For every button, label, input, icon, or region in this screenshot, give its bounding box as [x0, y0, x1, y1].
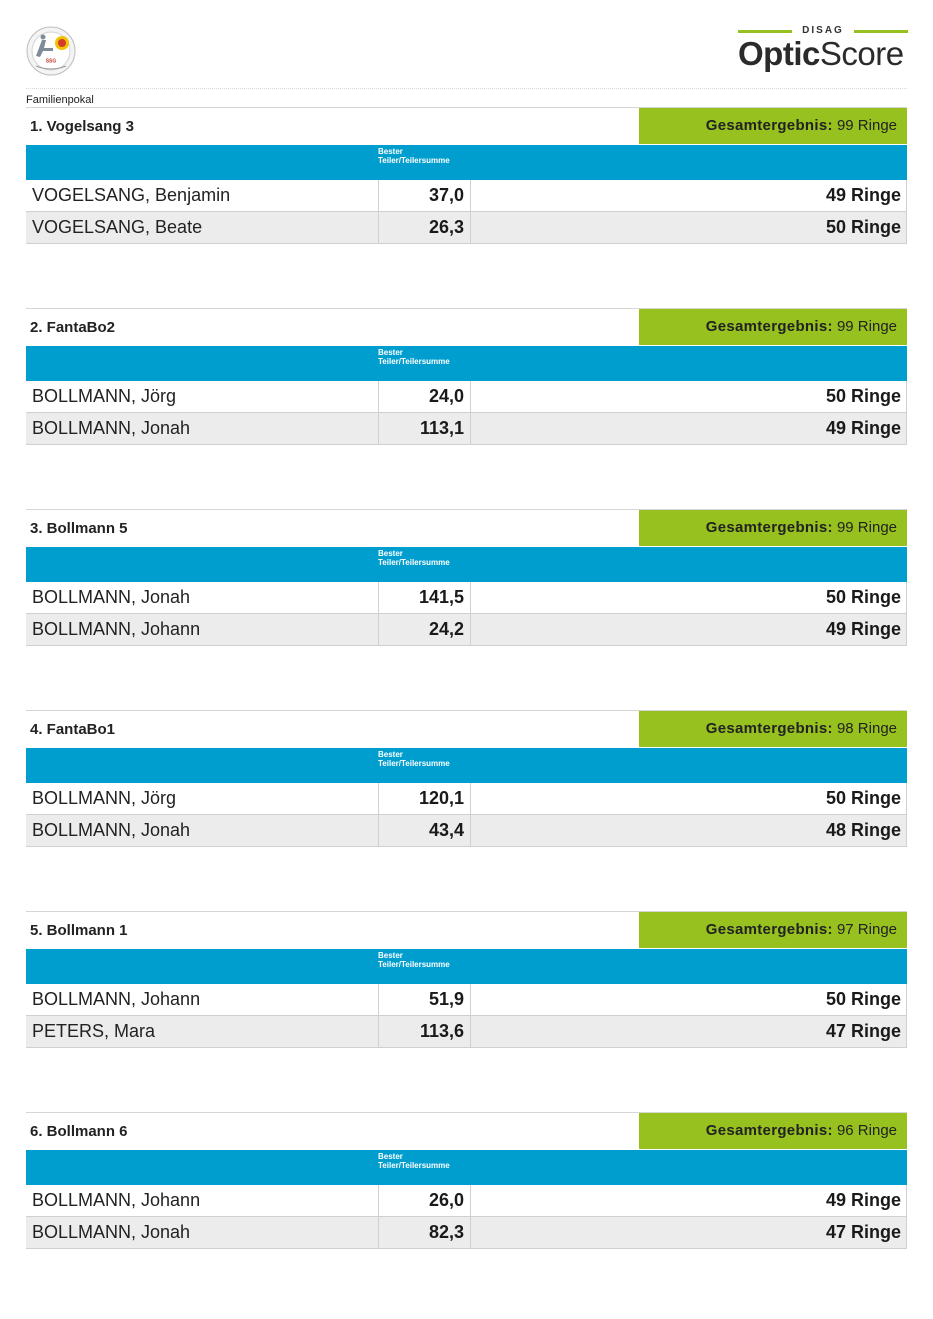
brand-name [738, 34, 904, 74]
shooter-score: 50 Ringe [825, 989, 901, 1009]
shooter-teiler: 113,6 [378, 1016, 471, 1047]
column-header-line2: Teiler/Teilersumme [378, 357, 450, 366]
shooter-name: BOLLMANN, Jörg [32, 788, 177, 808]
shooter-score: 47 Ringe [825, 1222, 901, 1242]
shooter-name: BOLLMANN, Jonah [32, 1222, 191, 1242]
column-header-bar [26, 1150, 907, 1185]
team-block [26, 710, 907, 847]
column-header-line1: Bester [378, 348, 403, 357]
column-header-line2: Teiler/Teilersumme [378, 558, 450, 567]
shooter-row [26, 614, 907, 646]
shooter-teiler: 120,1 [378, 783, 471, 814]
shooter-name: BOLLMANN, Jonah [32, 820, 191, 840]
total-result [639, 108, 907, 144]
column-header-teiler [378, 1152, 450, 1170]
row-border [906, 413, 907, 444]
column-header-line2: Teiler/Teilersumme [378, 1161, 450, 1170]
total-result [639, 309, 907, 345]
team-header [26, 107, 907, 144]
team-title: 1. Vogelsang 3 [30, 118, 134, 135]
team-title: 6. Bollmann 6 [30, 1123, 128, 1140]
shooter-teiler: 141,5 [378, 582, 471, 613]
shooter-score: 49 Ringe [825, 1190, 901, 1210]
shooter-teiler: 37,0 [378, 180, 471, 211]
total-value: 96 Ringe [836, 1122, 897, 1139]
brand-disag: DISAG [802, 25, 844, 36]
competition-title: Familienpokal [26, 94, 94, 106]
column-header-bar [26, 547, 907, 582]
column-header-line1: Bester [378, 1152, 403, 1161]
team-title: 5. Bollmann 1 [30, 922, 128, 939]
team-title: 4. FantaBo1 [30, 721, 116, 738]
total-label: Gesamtergebnis: [705, 1122, 833, 1139]
brand-logo [738, 26, 908, 76]
row-border [906, 1016, 907, 1047]
shooter-name: PETERS, Mara [32, 1021, 156, 1041]
column-header-bar [26, 346, 907, 381]
shooter-row [26, 1016, 907, 1048]
column-header-line1: Bester [378, 951, 403, 960]
shooter-teiler: 26,3 [378, 212, 471, 243]
shooter-teiler: 24,2 [378, 614, 471, 645]
team-header [26, 710, 907, 747]
total-label: Gesamtergebnis: [705, 117, 833, 134]
shooter-score: 48 Ringe [825, 820, 901, 840]
team-header [26, 308, 907, 345]
brand-bar-left [738, 30, 792, 33]
brand-name-bold: Optic [738, 35, 820, 72]
shooter-name: BOLLMANN, Jonah [32, 587, 191, 607]
column-header-line2: Teiler/Teilersumme [378, 759, 450, 768]
column-header-teiler [378, 549, 450, 567]
team-title: 3. Bollmann 5 [30, 520, 128, 537]
row-border [906, 783, 907, 814]
shooter-teiler: 113,1 [378, 413, 471, 444]
shooter-score: 49 Ringe [825, 619, 901, 639]
shooter-name: BOLLMANN, Johann [32, 989, 201, 1009]
row-border [906, 1185, 907, 1216]
shooter-row [26, 381, 907, 413]
page-header [0, 0, 933, 106]
shooter-teiler: 43,4 [378, 815, 471, 846]
team-header [26, 1112, 907, 1149]
shooter-row [26, 984, 907, 1016]
shooter-score: 50 Ringe [825, 587, 901, 607]
total-result [639, 510, 907, 546]
team-header [26, 911, 907, 948]
total-value: 99 Ringe [836, 117, 897, 134]
shooter-row [26, 180, 907, 212]
shooter-teiler: 51,9 [378, 984, 471, 1015]
shooter-row [26, 783, 907, 815]
team-title: 2. FantaBo2 [30, 319, 116, 336]
column-header-teiler [378, 147, 450, 165]
header-divider [26, 88, 907, 89]
shooter-row [26, 212, 907, 244]
total-value: 99 Ringe [836, 519, 897, 536]
shooter-teiler: 26,0 [378, 1185, 471, 1216]
team-block [26, 509, 907, 646]
shooter-score: 49 Ringe [825, 185, 901, 205]
brand-name-light: Score [819, 35, 904, 72]
column-header-teiler [378, 750, 450, 768]
shooter-row [26, 413, 907, 445]
total-label: Gesamtergebnis: [705, 519, 833, 536]
total-result [639, 711, 907, 747]
total-result [639, 1113, 907, 1149]
team-block [26, 308, 907, 445]
shooter-name: BOLLMANN, Johann [32, 619, 201, 639]
total-value: 97 Ringe [836, 921, 897, 938]
shooter-teiler: 24,0 [378, 381, 471, 412]
shooter-row [26, 1185, 907, 1217]
row-border [906, 1217, 907, 1248]
row-border [906, 381, 907, 412]
shooter-row [26, 815, 907, 847]
column-header-bar [26, 949, 907, 984]
row-border [906, 614, 907, 645]
row-border [906, 582, 907, 613]
column-header-line2: Teiler/Teilersumme [378, 156, 450, 165]
column-header-line1: Bester [378, 750, 403, 759]
row-border [906, 212, 907, 243]
team-block [26, 107, 907, 244]
shooter-name: VOGELSANG, Beate [32, 217, 203, 237]
shooter-name: BOLLMANN, Jörg [32, 386, 177, 406]
total-value: 99 Ringe [836, 318, 897, 335]
total-result [639, 912, 907, 948]
column-header-bar [26, 748, 907, 783]
team-block [26, 1112, 907, 1249]
row-border [906, 815, 907, 846]
total-value: 98 Ringe [836, 720, 897, 737]
club-logo [26, 26, 76, 76]
shooter-score: 47 Ringe [825, 1021, 901, 1041]
total-label: Gesamtergebnis: [705, 720, 833, 737]
shooter-name: VOGELSANG, Benjamin [32, 185, 231, 205]
shooter-row [26, 582, 907, 614]
team-block [26, 911, 907, 1048]
column-header-line1: Bester [378, 147, 403, 156]
total-label: Gesamtergebnis: [705, 318, 833, 335]
column-header-teiler [378, 348, 450, 366]
shooter-teiler: 82,3 [378, 1217, 471, 1248]
shooter-score: 50 Ringe [825, 217, 901, 237]
shooter-row [26, 1217, 907, 1249]
shooter-score: 50 Ringe [825, 386, 901, 406]
row-border [906, 984, 907, 1015]
row-border [906, 180, 907, 211]
column-header-teiler [378, 951, 450, 969]
brand-bar-right [854, 30, 908, 33]
shooter-name: BOLLMANN, Johann [32, 1190, 201, 1210]
column-header-line1: Bester [378, 549, 403, 558]
column-header-line2: Teiler/Teilersumme [378, 960, 450, 969]
team-header [26, 509, 907, 546]
shooter-score: 50 Ringe [825, 788, 901, 808]
total-label: Gesamtergebnis: [705, 921, 833, 938]
shooter-name: BOLLMANN, Jonah [32, 418, 191, 438]
shooter-score: 49 Ringe [825, 418, 901, 438]
club-logo-text: SSG [45, 58, 57, 65]
column-header-bar [26, 145, 907, 180]
